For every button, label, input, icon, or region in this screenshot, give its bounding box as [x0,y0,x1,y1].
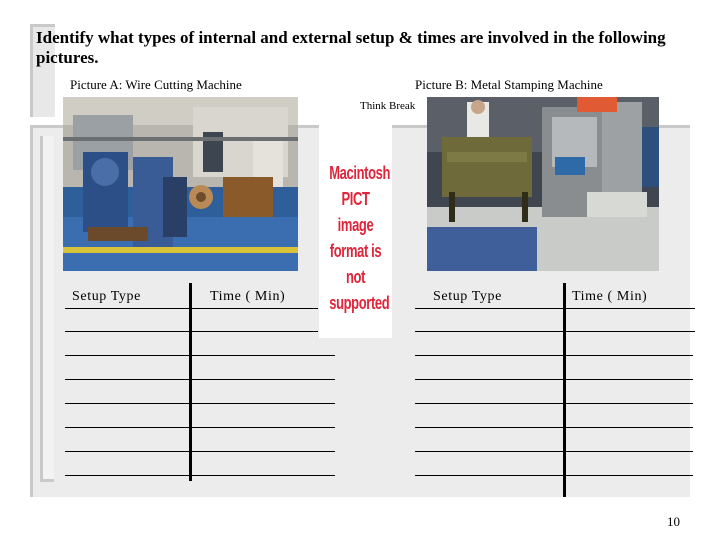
page-number: 10 [667,514,680,529]
slide-frame-inner-edge [40,136,54,482]
table-b-row-line [415,331,695,332]
table-a-row-line [65,451,335,452]
table-b-row-line [415,451,693,452]
wire-cutting-machine-photo [63,97,298,271]
picture-a-label: Picture A: Wire Cutting Machine [70,77,242,92]
table-b-row-line [415,475,693,476]
table-b-row-line [415,427,693,428]
table-b-row-line [415,355,693,356]
picture-b-label: Picture B: Metal Stamping Machine [415,77,603,92]
table-a-row-line [65,355,335,356]
table-a-row-line [65,427,335,428]
pict-unsupported-text: Macintosh PICT image format is not supported [329,163,391,313]
table-a-row-line [65,379,335,380]
think-break-label: Think Break [360,100,416,112]
table-b-row-line [415,379,693,380]
table-b-row-line [415,403,693,404]
table-a-row-line [65,403,335,404]
table-a-setup-type-header: Setup Type [72,289,141,304]
slide-title: Identify what types of internal and external setup & times are involved in the following pictures. [36,28,666,67]
table-a-row-line [65,331,318,332]
table-a-row-line [65,475,335,476]
table-b-setup-type-header: Setup Type [433,289,502,304]
table-a-row-line [65,308,318,309]
metal-stamping-machine-photo [427,97,659,271]
table-b-column-divider [563,283,566,497]
table-b-row-line [415,308,695,309]
table-a-time-header: Time ( Min) [210,289,286,304]
table-b-time-header: Time ( Min) [572,289,648,304]
